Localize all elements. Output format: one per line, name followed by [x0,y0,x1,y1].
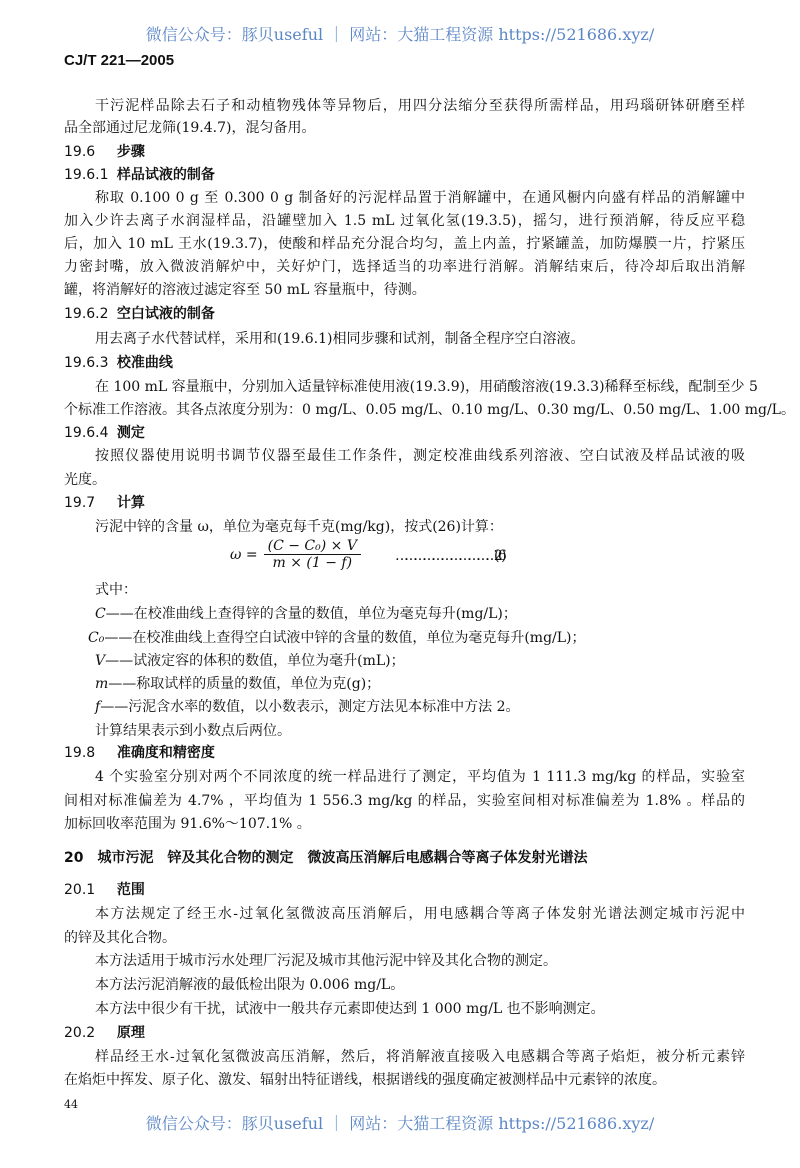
variable-symbol: C [95,606,106,622]
section-heading-19-7 [64,493,145,513]
section-number: 19.6.1 [64,167,109,183]
standard-code: CJ/T 221—2005 [64,52,175,69]
section-heading-19-6 [64,142,145,162]
variable-symbol: f [95,699,101,715]
variable-description: ——在校准曲线上查得锌的含量的数值，单位为毫克每升(mg/L)； [105,606,517,622]
variable-symbol: V [95,653,106,669]
variable-description: ——试液定容的体积的数值，单位为毫升(mL)； [105,653,405,669]
variable-definition [95,651,405,671]
section-title: 测定 [116,425,145,441]
section-title: 空白试液的制备 [116,306,215,322]
paragraph-line: 个标准工作溶液。其各点浓度分别为：0 mg/L、0.05 mg/L、0.10 mg/L、0.30 mg/L、0.50 mg/L、1.00 mg/L。 [64,402,795,418]
paragraph-line: 品全部通过尼龙筛(19.4.7)，混匀备用。 [64,120,316,136]
paragraph-line: 干污泥样品除去石子和动植物残体等异物后，用四分法缩分至获得所需样品，用玛瑙研钵研磨至样 [95,98,745,114]
paragraph-line: 后，加入 10 mL 王水(19.3.7)，使酸和样品充分混合均匀，盖上内盖，拧紧罐盖，加防爆膜一片，拧紧压 [64,236,745,252]
where-label: 式中： [95,582,137,598]
paragraph-line: 本方法污泥消解液的最低检出限为 0.006 mg/L。 [95,977,405,993]
equation-number: ……………………………( 26 ) [395,548,502,564]
paragraph-line: 在 100 mL 容量瓶中，分别加入适量锌标准使用液(19.3.9)，用硝酸溶液(19.3.3)稀释至标线，配制至少 5 [95,379,758,395]
section-title: 城市污泥 锌及其化合物的测定 微波高压消解后电感耦合等离子体发射光谱法 [97,850,588,866]
watermark-top: 微信公众号：豚贝useful ｜ 网站：大猫工程资源 https://521686.xyz/ [145,25,655,44]
section-title: 校准曲线 [116,355,173,371]
chapter-heading-20 [64,848,587,868]
result-note: 计算结果表示到小数点后两位。 [95,723,291,739]
paragraph-line: 污泥中锌的含量 ω，单位为毫克每千克(mg/kg)，按式(26)计算： [95,519,503,535]
paragraph-line: 间相对标准偏差为 4.7% ，平均值为 1 556.3 mg/kg 的样品，实验室间相对标准偏差为 1.8% 。样品的 [64,793,745,809]
formula-fraction [264,538,361,571]
section-heading-19-6-2 [64,304,215,324]
section-number: 20.1 [64,882,96,898]
paragraph-line: 加入少许去离子水润湿样品，沿罐壁加入 1.5 mL 过氧化氢(19.3.5)，摇匀，进行预消解，待反应平稳 [64,213,745,229]
formula-denominator: m × (1 − f) [272,555,353,571]
section-number: 20.2 [64,1025,96,1041]
watermark-bottom: 微信公众号：豚贝useful ｜ 网站：大猫工程资源 https://521686.xyz/ [145,1114,655,1133]
paragraph-line: 的锌及其化合物。 [64,930,176,946]
section-title: 样品试液的制备 [116,167,215,183]
variable-symbol: C₀ [88,630,105,646]
section-heading-20-1 [64,880,145,900]
section-number: 19.7 [64,495,96,511]
section-number: 19.6.4 [64,425,109,441]
variable-definition [95,697,520,717]
section-number: 19.6.3 [64,355,109,371]
section-title: 原理 [116,1025,145,1041]
formula-numerator: (C − C₀) × V [264,538,361,555]
variable-description: ——称取试样的质量的数值，单位为克(g)； [108,676,381,692]
variable-definition [88,628,586,648]
section-title: 范围 [116,882,145,898]
paragraph-line: 样品经王水-过氧化氢微波高压消解，然后，将消解液直接吸入电感耦合等离子焰炬，被分析元素锌 [95,1049,745,1065]
paragraph-line: 本方法适用于城市污水处理厂污泥及城市其他污泥中锌及其化合物的测定。 [95,953,557,969]
section-heading-20-2 [64,1023,145,1043]
paragraph-line: 本方法中很少有干扰，试液中一般共存元素即使达到 1 000 mg/L 也不影响测定。 [95,1001,605,1017]
paragraph-line: 称取 0.100 0 g 至 0.300 0 g 制备好的污泥样品置于消解罐中，在通风橱内向盛有样品的消解罐中 [95,190,745,206]
paragraph-line: 光度。 [64,472,106,488]
variable-description: ——在校准曲线上查得空白试液中锌的含量的数值，单位为毫克每升(mg/L)； [104,630,586,646]
section-heading-19-8 [64,743,215,763]
section-number: 19.6.2 [64,306,109,322]
formula-26 [230,538,361,571]
formula-lhs: ω = [230,546,258,563]
paragraph-line: 在焰炬中挥发、原子化、激发、辐射出特征谱线，根据谱线的强度确定被测样品中元素锌的浓度。 [64,1072,666,1088]
page-number: 44 [64,1098,78,1111]
section-heading-19-6-4 [64,423,145,443]
variable-description: ——污泥含水率的数值，以小数表示，测定方法见本标准中方法 2。 [100,699,520,715]
paragraph-line: 罐，将消解好的溶液过滤定容至 50 mL 容量瓶中，待测。 [64,282,426,298]
variable-definition [95,604,517,624]
variable-definition [95,674,380,694]
section-number: 20 [64,850,84,866]
paragraph-line: 用去离子水代替试样，采用和(19.6.1)相同步骤和试剂，制备全程序空白溶液。 [95,331,585,347]
section-number: 19.6 [64,144,96,160]
paragraph-line: 本方法规定了经王水-过氧化氢微波高压消解后，用电感耦合等离子体发射光谱法测定城市污泥中 [95,906,745,922]
paragraph-line: 按照仪器使用说明书调节仪器至最佳工作条件，测定校准曲线系列溶液、空白试液及样品试液的吸 [95,448,745,464]
section-heading-19-6-1 [64,165,215,185]
variable-symbol: m [95,676,109,692]
section-title: 准确度和精密度 [116,745,215,761]
paragraph-line: 加标回收率范围为 91.6%～107.1% 。 [64,816,311,832]
section-heading-19-6-3 [64,353,173,373]
paragraph-line: 力密封嘴，放入微波消解炉中，关好炉门，选择适当的功率进行消解。消解结束后，待冷却后取出消解 [64,259,745,275]
section-title: 步骤 [116,144,145,160]
paragraph-line: 4 个实验室分别对两个不同浓度的统一样品进行了测定，平均值为 1 111.3 mg/kg 的样品，实验室 [95,769,745,785]
section-number: 19.8 [64,745,96,761]
section-title: 计算 [116,495,145,511]
